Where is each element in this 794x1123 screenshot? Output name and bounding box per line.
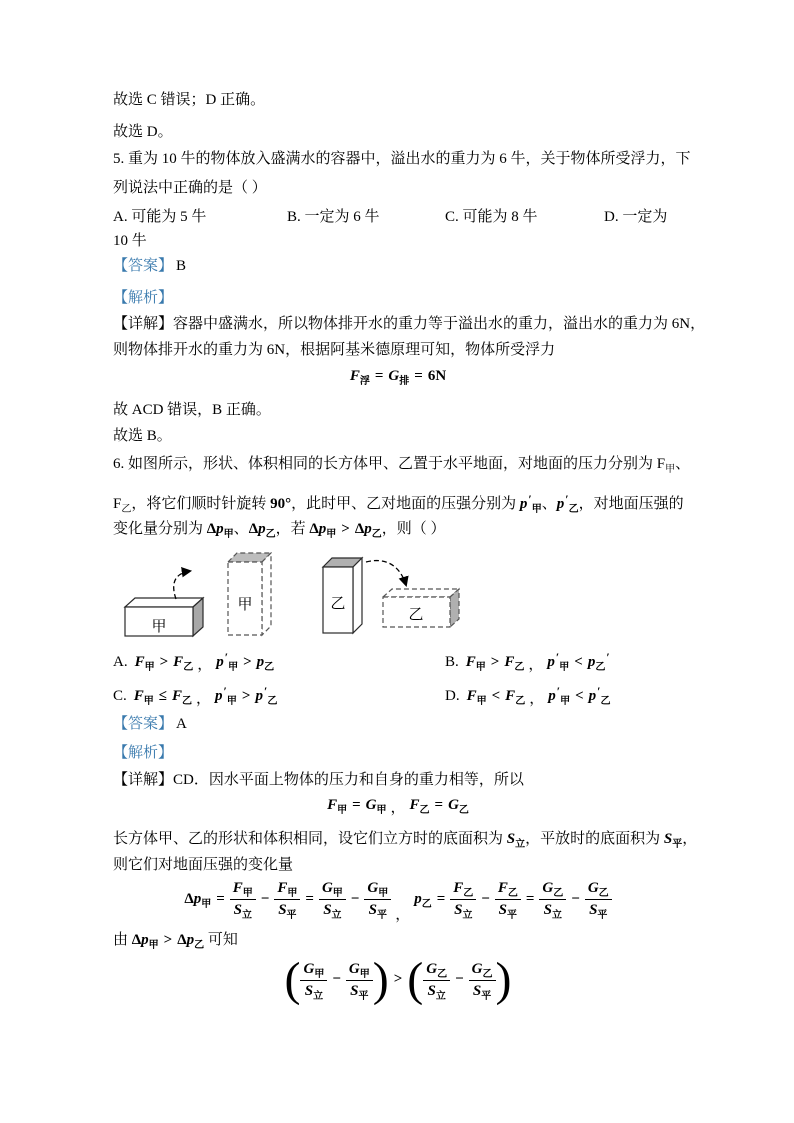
q5-conclusion-line2: 故选 B。 <box>113 428 172 444</box>
figure-yi-label-after: 乙 <box>408 607 424 623</box>
q6-force-weight-formula: $F_甲 = G_甲$ ， $F_乙 = G_乙$ <box>327 797 469 816</box>
q4-conclusion-line1: 故选 C 错误；D 正确。 <box>113 92 266 108</box>
q5-conclusion-line1: 故 ACD 错误，B 正确。 <box>113 402 271 418</box>
q6-option-c-math: $F_甲 \le F_乙$ ， $p'_甲 > p'_乙$ <box>133 684 278 707</box>
q5-stem-line2: 列说法中正确的是（ ） <box>113 180 267 196</box>
q5-detail-line2: 则物体排开水的重力为 6N，根据阿基米德原理可知，物体所受浮力 <box>113 342 556 358</box>
analysis-label: 【解析】 <box>113 745 174 761</box>
analysis-label: 【解析】 <box>113 290 174 306</box>
q6-detail-line1: 【详解】CD．因水平面上物体的压力和自身的重力相等，所以 <box>113 772 524 788</box>
q6-stem-line2: $F_乙$，将它们顺时针旋转 90°，此时甲、乙对地面的压强分别为 $p'_甲$、$p'_乙$，对地面压强的 <box>113 492 684 515</box>
q6-option-b-math: $F_甲 > F_乙$ ， $p'_甲 < p_乙'$ <box>465 650 610 673</box>
q5-buoyancy-formula: $F_浮 = G_排 = 6N$ <box>349 368 447 387</box>
q6-stem-line1: 6. 如图所示，形状、体积相同的长方体甲、乙置于水平地面，对地面的压力分别为 $F_甲$、 <box>113 456 691 475</box>
q6-answer-line <box>113 712 683 736</box>
q5-option-d: D. 一定为 <box>604 209 668 225</box>
q6-option-d <box>445 679 683 711</box>
q6-option-b <box>445 645 683 677</box>
q6-option-a <box>113 645 445 677</box>
q6-options-row-ab <box>113 645 683 677</box>
q5-option-d-continuation: 10 牛 <box>113 233 147 249</box>
q6-option-c <box>113 679 445 711</box>
q4-conclusion-line2: 故选 D。 <box>113 124 173 140</box>
answer-label: 【答案】 <box>113 716 174 732</box>
q6-pressure-change-formula: $\Delta p_甲$ = $\frac{F_甲}{S_立}$ − $\frac{F_甲}{S_平}$ = $\frac{G_甲}{S_立}$ − $\frac{G_甲}{S_平}$ ，$p_乙$ = $\frac{F_乙}{S_立}$ − $\frac{F_乙}{S_平}$ = $\frac{G_乙}{S_立}$ − $\frac{G_乙}{S_平}$ <box>113 878 683 924</box>
q5-option-a: A. 可能为 5 牛 <box>113 209 207 225</box>
q6-option-a-math: $F_甲 > F_乙$ ， $p'_甲 > p_乙$ <box>134 650 275 673</box>
q5-option-b: B. 一定为 6 牛 <box>287 209 380 225</box>
q6-detail-line2: 长方体甲、乙的形状和体积相同，设它们立方时的底面积为 $S_立$，平放时的底面积为 $S_平$， <box>113 831 698 850</box>
rotation-arrow-jia <box>174 571 190 599</box>
q6-options-row-cd <box>113 679 683 711</box>
q5-answer-value: B <box>176 258 187 274</box>
q6-detail-line4: 由 $\Delta p_甲 > \Delta p_乙$ 可知 <box>113 932 238 951</box>
q6-option-b-letter: B. <box>445 654 459 670</box>
q6-option-a-letter: A. <box>113 654 128 670</box>
figure-jia-label-after: 甲 <box>237 597 253 613</box>
q6-final-inequality-formula: ( $\frac{G_甲}{S_立}$ − $\frac{G_甲}{S_平}$ ) > ( $\frac{G_乙}{S_立}$ − $\frac{G_乙}{S_平}$ ) <box>284 953 512 1006</box>
figure-yi-label-before: 乙 <box>330 596 346 612</box>
q6-option-d-letter: D. <box>445 688 460 704</box>
figure-jia-label-before: 甲 <box>151 619 167 635</box>
q5-analysis-line <box>113 286 683 310</box>
q6-detail-line3: 则它们对地面压强的变化量 <box>113 857 294 873</box>
answer-label: 【答案】 <box>113 258 174 274</box>
q6-answer-value: A <box>176 716 187 732</box>
q6-option-d-math: $F_甲 < F_乙$ ， $p'_甲 < p'_乙$ <box>466 684 611 707</box>
q5-detail-line1: 【详解】容器中盛满水，所以物体排开水的重力等于溢出水的重力，溢出水的重力为 6N， <box>113 316 706 332</box>
q5-stem-line1: 5. 重为 10 牛的物体放入盛满水的容器中，溢出水的重力为 6 牛，关于物体所受浮力，下 <box>113 151 691 167</box>
q5-answer-line <box>113 254 683 278</box>
q6-analysis-line <box>113 741 683 765</box>
q6-option-c-letter: C. <box>113 688 127 704</box>
q6-stem-line3: 变化量分别为 $\Delta p_甲$、$\Delta p_乙$，若 $\Delta p_甲 > \Delta p_乙$，则（ ） <box>113 521 446 540</box>
q5-option-c: C. 可能为 8 牛 <box>445 209 538 225</box>
q5-options-row <box>113 205 683 229</box>
rotation-arrow-yi <box>366 561 406 585</box>
figure-jia-dashed-box <box>228 553 271 635</box>
